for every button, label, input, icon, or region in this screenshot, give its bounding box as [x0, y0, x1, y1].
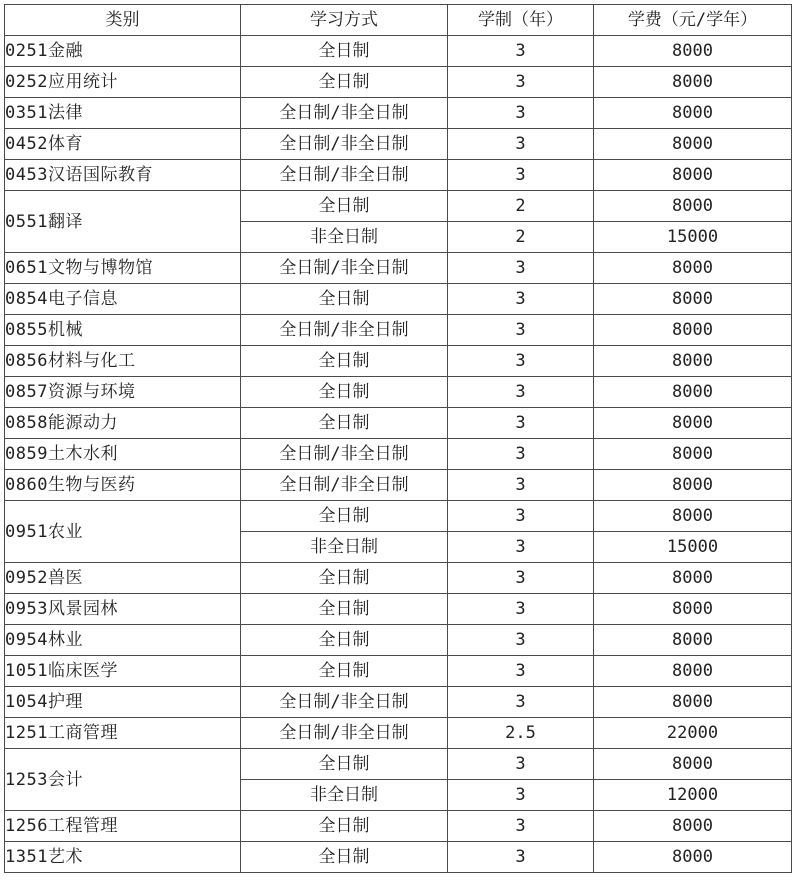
- tuition-cell: 8000: [594, 749, 792, 780]
- tuition-cell: 8000: [594, 191, 792, 222]
- tuition-cell: 8000: [594, 563, 792, 594]
- table-row: [5, 284, 792, 315]
- table-row: [5, 129, 792, 160]
- tuition-cell: 8000: [594, 439, 792, 470]
- duration-cell: 3: [448, 98, 594, 129]
- duration-cell: 3: [448, 656, 594, 687]
- table-row: [5, 501, 792, 532]
- header-tuition: 学费（元/学年）: [594, 5, 792, 36]
- tuition-cell: 12000: [594, 780, 792, 811]
- tuition-cell: 8000: [594, 253, 792, 284]
- study-mode-cell: 全日制: [241, 656, 448, 687]
- table-row: [5, 811, 792, 842]
- study-mode-cell: 全日制: [241, 625, 448, 656]
- study-mode-cell: 全日制: [241, 36, 448, 67]
- duration-cell: 3: [448, 749, 594, 780]
- study-mode-cell: 全日制: [241, 594, 448, 625]
- study-mode-cell: 全日制: [241, 563, 448, 594]
- category-cell: 0452体育: [5, 129, 241, 160]
- category-cell: 0857资源与环境: [5, 377, 241, 408]
- tuition-table: [4, 4, 792, 873]
- table-row: [5, 687, 792, 718]
- tuition-cell: 8000: [594, 408, 792, 439]
- tuition-cell: 8000: [594, 160, 792, 191]
- duration-cell: 3: [448, 346, 594, 377]
- category-cell: 0351法律: [5, 98, 241, 129]
- study-mode-cell: 全日制/非全日制: [241, 470, 448, 501]
- study-mode-cell: 全日制/非全日制: [241, 160, 448, 191]
- study-mode-cell: 全日制: [241, 346, 448, 377]
- header-duration: 学制（年）: [448, 5, 594, 36]
- category-cell: 0854电子信息: [5, 284, 241, 315]
- duration-cell: 3: [448, 470, 594, 501]
- study-mode-cell: 全日制/非全日制: [241, 687, 448, 718]
- tuition-cell: 8000: [594, 656, 792, 687]
- tuition-cell: 8000: [594, 594, 792, 625]
- tuition-cell: 15000: [594, 532, 792, 563]
- study-mode-cell: 全日制: [241, 842, 448, 873]
- table-row: [5, 625, 792, 656]
- duration-cell: 3: [448, 253, 594, 284]
- tuition-cell: 8000: [594, 470, 792, 501]
- table-row: [5, 315, 792, 346]
- duration-cell: 3: [448, 501, 594, 532]
- table-row: [5, 346, 792, 377]
- header-study-mode: 学习方式: [241, 5, 448, 36]
- table-row: [5, 98, 792, 129]
- duration-cell: 2: [448, 191, 594, 222]
- duration-cell: 3: [448, 408, 594, 439]
- duration-cell: 3: [448, 687, 594, 718]
- study-mode-cell: 全日制: [241, 377, 448, 408]
- category-cell: 1253会计: [5, 749, 241, 811]
- study-mode-cell: 非全日制: [241, 532, 448, 563]
- table-body: [5, 36, 792, 873]
- table-row: [5, 377, 792, 408]
- duration-cell: 3: [448, 563, 594, 594]
- category-cell: 0953风景园林: [5, 594, 241, 625]
- category-cell: 0856材料与化工: [5, 346, 241, 377]
- tuition-cell: 8000: [594, 98, 792, 129]
- tuition-cell: 8000: [594, 67, 792, 98]
- duration-cell: 3: [448, 377, 594, 408]
- duration-cell: 3: [448, 160, 594, 191]
- tuition-cell: 8000: [594, 377, 792, 408]
- table-row: [5, 36, 792, 67]
- duration-cell: 3: [448, 36, 594, 67]
- tuition-cell: 8000: [594, 315, 792, 346]
- duration-cell: 3: [448, 284, 594, 315]
- tuition-cell: 8000: [594, 811, 792, 842]
- tuition-cell: 8000: [594, 625, 792, 656]
- tuition-cell: 8000: [594, 842, 792, 873]
- category-cell: 1051临床医学: [5, 656, 241, 687]
- tuition-cell: 8000: [594, 501, 792, 532]
- study-mode-cell: 全日制: [241, 67, 448, 98]
- category-cell: 0651文物与博物馆: [5, 253, 241, 284]
- category-cell: 0951农业: [5, 501, 241, 563]
- tuition-cell: 15000: [594, 222, 792, 253]
- table-row: [5, 656, 792, 687]
- study-mode-cell: 全日制: [241, 191, 448, 222]
- table-row: [5, 470, 792, 501]
- category-cell: 0251金融: [5, 36, 241, 67]
- category-cell: 1054护理: [5, 687, 241, 718]
- tuition-cell: 8000: [594, 284, 792, 315]
- duration-cell: 3: [448, 842, 594, 873]
- header-row: [5, 5, 792, 36]
- table-row: [5, 594, 792, 625]
- category-cell: 0859土木水利: [5, 439, 241, 470]
- tuition-cell: 8000: [594, 36, 792, 67]
- duration-cell: 3: [448, 625, 594, 656]
- study-mode-cell: 全日制/非全日制: [241, 129, 448, 160]
- table-row: [5, 253, 792, 284]
- duration-cell: 2.5: [448, 718, 594, 749]
- category-cell: 0952兽医: [5, 563, 241, 594]
- table-row: [5, 439, 792, 470]
- header-category: 类别: [5, 5, 241, 36]
- category-cell: 1251工商管理: [5, 718, 241, 749]
- category-cell: 0252应用统计: [5, 67, 241, 98]
- study-mode-cell: 全日制: [241, 284, 448, 315]
- study-mode-cell: 全日制: [241, 749, 448, 780]
- category-cell: 1256工程管理: [5, 811, 241, 842]
- study-mode-cell: 全日制: [241, 408, 448, 439]
- table-row: [5, 67, 792, 98]
- table-row: [5, 749, 792, 780]
- tuition-cell: 8000: [594, 129, 792, 160]
- duration-cell: 3: [448, 315, 594, 346]
- category-cell: 0954林业: [5, 625, 241, 656]
- study-mode-cell: 全日制/非全日制: [241, 439, 448, 470]
- table-row: [5, 842, 792, 873]
- table-header: [5, 5, 792, 36]
- table-row: [5, 191, 792, 222]
- duration-cell: 3: [448, 594, 594, 625]
- category-cell: 0551翻译: [5, 191, 241, 253]
- category-cell: 0453汉语国际教育: [5, 160, 241, 191]
- duration-cell: 3: [448, 439, 594, 470]
- study-mode-cell: 全日制/非全日制: [241, 253, 448, 284]
- table-row: [5, 160, 792, 191]
- duration-cell: 2: [448, 222, 594, 253]
- tuition-cell: 8000: [594, 346, 792, 377]
- table-row: [5, 563, 792, 594]
- category-cell: 0860生物与医药: [5, 470, 241, 501]
- study-mode-cell: 全日制: [241, 811, 448, 842]
- duration-cell: 3: [448, 129, 594, 160]
- duration-cell: 3: [448, 532, 594, 563]
- study-mode-cell: 非全日制: [241, 780, 448, 811]
- category-cell: 1351艺术: [5, 842, 241, 873]
- study-mode-cell: 全日制: [241, 501, 448, 532]
- duration-cell: 3: [448, 811, 594, 842]
- study-mode-cell: 全日制/非全日制: [241, 718, 448, 749]
- tuition-cell: 22000: [594, 718, 792, 749]
- duration-cell: 3: [448, 67, 594, 98]
- study-mode-cell: 全日制/非全日制: [241, 315, 448, 346]
- study-mode-cell: 全日制/非全日制: [241, 98, 448, 129]
- category-cell: 0858能源动力: [5, 408, 241, 439]
- tuition-cell: 8000: [594, 687, 792, 718]
- duration-cell: 3: [448, 780, 594, 811]
- category-cell: 0855机械: [5, 315, 241, 346]
- table-row: [5, 408, 792, 439]
- table-row: [5, 718, 792, 749]
- study-mode-cell: 非全日制: [241, 222, 448, 253]
